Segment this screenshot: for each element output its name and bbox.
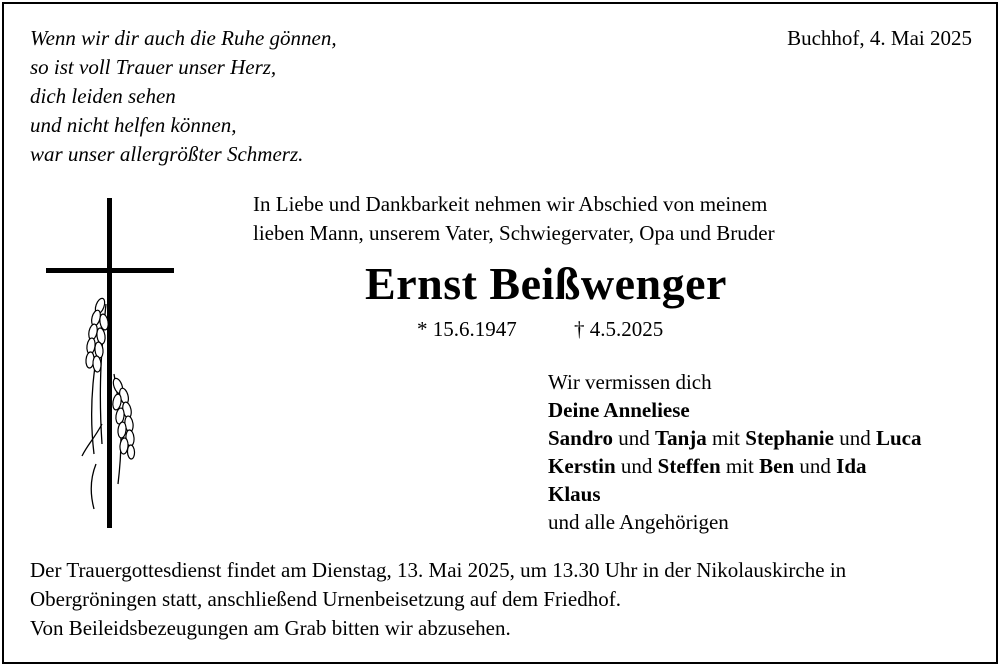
intro-text xyxy=(253,190,775,248)
conjunction: und xyxy=(799,454,831,478)
place-date: Buchhof, 4. Mai 2025 xyxy=(787,26,972,50)
conjunction: und xyxy=(618,426,650,450)
signature-line: Deine Anneliese xyxy=(548,398,690,422)
service-line: Der Trauergottesdienst findet am Dienstag, 13. Mai 2025, um 13.30 Uhr in der Nikolauskirche in xyxy=(30,558,847,582)
obituary-frame xyxy=(2,2,998,664)
service-line: Obergröningen statt, anschließend Urnenbeisetzung auf dem Friedhof. xyxy=(30,587,621,611)
service-info xyxy=(30,556,846,643)
death-date: † 4.5.2025 xyxy=(574,317,664,341)
poem-line: Wenn wir dir auch die Ruhe gönnen, xyxy=(30,26,337,50)
family-name: Stephanie xyxy=(745,426,834,450)
conjunction: und xyxy=(620,454,653,478)
conjunction: mit xyxy=(712,426,741,450)
family-name: Kerstin xyxy=(548,454,616,478)
cross-with-wheat-icon xyxy=(44,194,184,534)
family-name: Luca xyxy=(875,426,922,450)
family-name: Ben xyxy=(759,454,795,478)
poem-line: war unser allergrößter Schmerz. xyxy=(30,142,304,166)
family-name: Tanja xyxy=(654,426,707,450)
signature-line xyxy=(548,452,921,480)
signature-line: Klaus xyxy=(548,482,601,506)
poem-line: so ist voll Trauer unser Herz, xyxy=(30,55,277,79)
intro-line: In Liebe und Dankbarkeit nehmen wir Abschied von meinem xyxy=(253,192,768,216)
conjunction: und xyxy=(839,426,871,450)
family-name: Ida xyxy=(836,454,867,478)
poem-line: und nicht helfen können, xyxy=(30,113,237,137)
family-name: Steffen xyxy=(657,454,721,478)
family-name: Sandro xyxy=(548,426,613,450)
conjunction: mit xyxy=(725,454,754,478)
service-line: Von Beileidsbezeugungen am Grab bitten wir abzusehen. xyxy=(30,616,511,640)
signature-line: und alle Angehörigen xyxy=(548,510,729,534)
signature-line xyxy=(548,424,921,452)
deceased-name: Ernst Beißwenger xyxy=(365,258,727,309)
birth-date: * 15.6.1947 xyxy=(417,317,517,341)
intro-line: lieben Mann, unserem Vater, Schwiegervater, Opa und Bruder xyxy=(253,221,775,245)
signatures xyxy=(548,368,921,536)
signature-line: Wir vermissen dich xyxy=(548,370,712,394)
poem xyxy=(30,24,337,169)
poem-line: dich leiden sehen xyxy=(30,84,176,108)
